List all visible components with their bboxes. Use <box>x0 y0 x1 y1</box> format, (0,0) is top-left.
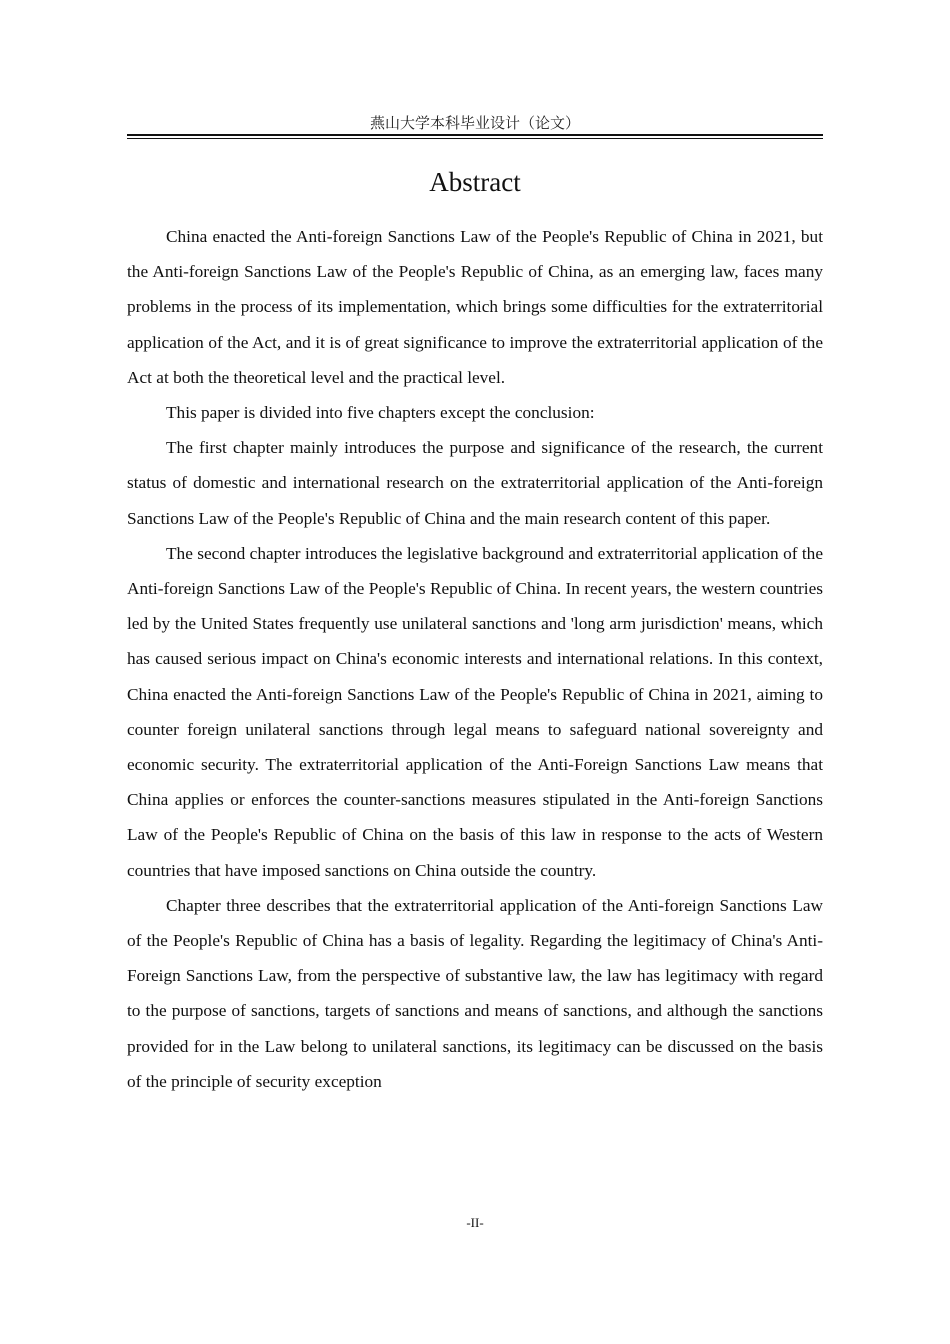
abstract-title: Abstract <box>429 167 521 197</box>
header-rule-thick <box>127 134 823 136</box>
abstract-body <box>127 219 823 1099</box>
paragraph: Chapter three describes that the extraterritorial application of the Anti-foreign Sanctions Law of the People's Republic of China has a basis of legality. Regarding the legitimacy of China's Anti-Foreign Sanctions Law, from the perspective of substantive law, the law has legitimacy with regard to the purpose of sanctions, targets of sanctions and means of sanctions, and although the sanctions provided for in the Law belong to unilateral sanctions, its legitimacy can be discussed on the basis of the principle of security exception <box>127 895 823 1091</box>
paragraph: The second chapter introduces the legislative background and extraterritorial application of the Anti-foreign Sanctions Law of the People's Republic of China. In recent years, the western countries led by the United States frequently use unilateral sanctions and 'long arm jurisdiction' means, which has caused serious impact on China's economic interests and international relations. In this context, China enacted the Anti-foreign Sanctions Law of the People's Republic of China in 2021, aiming to counter foreign unilateral sanctions through legal means to safeguard national sovereignty and economic security. The extraterritorial application of the Anti-Foreign Sanctions Law means that China applies or enforces the counter-sanctions measures stipulated in the Anti-foreign Sanctions Law of the People's Republic of China on the basis of this law in response to the acts of Western countries that have imposed sanctions on China outside the country. <box>127 543 823 880</box>
paragraph: The first chapter mainly introduces the purpose and significance of the research, the current status of domestic and international research on the extraterritorial application of the Anti-foreign Sanctions Law of the People's Republic of China and the main research content of this paper. <box>127 438 823 528</box>
paragraph: This paper is divided into five chapters except the conclusion: <box>166 403 595 423</box>
page-number: -II- <box>466 1215 484 1230</box>
running-header: 燕山大学本科毕业设计（论文） <box>369 114 580 132</box>
header-rule-thin <box>127 138 823 139</box>
paragraph: China enacted the Anti-foreign Sanctions Law of the People's Republic of China in 2021, but the Anti-foreign Sanctions Law of the People's Republic of China, as an emerging law, faces many problems in the process of its implementation, which brings some difficulties for the extraterritorial application of the Act, and it is of great significance to improve the extraterritorial application of the Act at both the theoretical level and the practical level. <box>127 227 823 387</box>
